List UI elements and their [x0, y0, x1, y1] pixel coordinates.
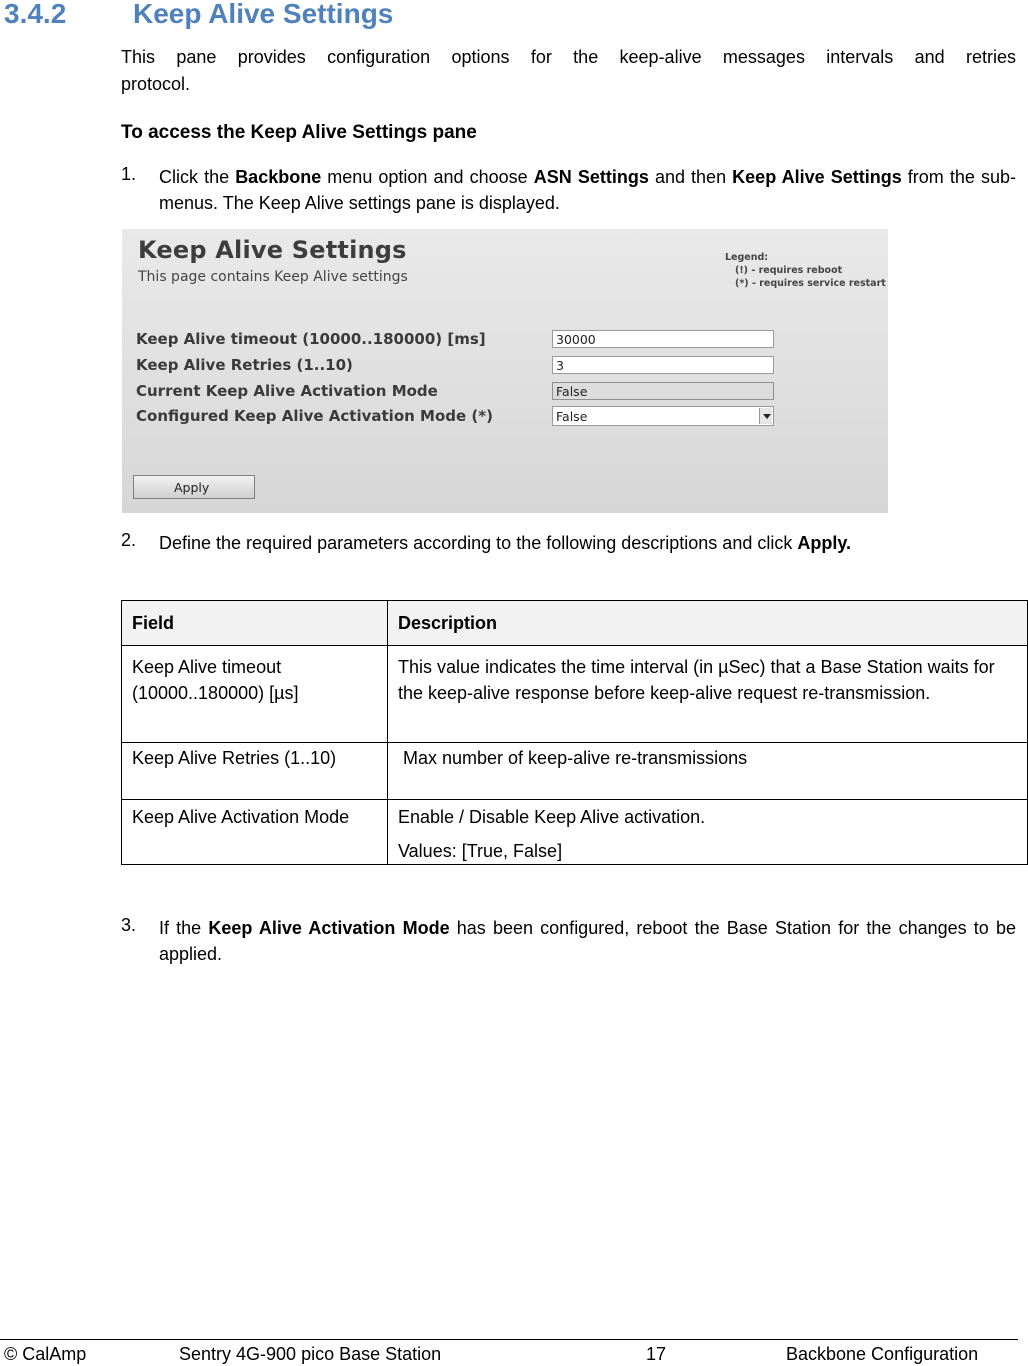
table-cell-field: Keep Alive timeout (10000..180000) [µs] — [122, 646, 388, 743]
chevron-down-icon[interactable] — [759, 408, 772, 424]
section-title: Keep Alive Settings — [133, 0, 394, 29]
intro-paragraph — [121, 44, 1016, 98]
step-text: and then — [648, 167, 733, 187]
footer-divider — [0, 1339, 1018, 1340]
step-3-text — [159, 915, 1016, 967]
keep-alive-settings-screenshot — [122, 229, 888, 513]
intro-line-2: protocol. — [121, 74, 191, 94]
step-text: Define the required parameters according to the following descriptions and click — [159, 533, 798, 553]
footer-page-number: 17 — [646, 1344, 667, 1364]
table-cell-field: Keep Alive Retries (1..10) — [122, 743, 388, 800]
step-1-text — [159, 164, 1016, 216]
table-cell-description: Max number of keep-alive re-transmissions — [388, 743, 1028, 800]
step-text: If the — [159, 918, 209, 938]
footer-chapter: Backbone Configuration — [786, 1344, 979, 1364]
legend-reboot: (!) - requires reboot — [735, 265, 843, 276]
step-text: Click the — [159, 167, 236, 187]
retries-input[interactable]: 3 — [552, 356, 774, 374]
table-cell-description: This value indicates the time interval (in µSec) that a Base Station waits for the keep-alive response before keep-alive request re-transmission. — [388, 646, 1028, 743]
step-bold-pane: Keep Alive Settings — [732, 167, 902, 187]
step-bold-mode: Keep Alive Activation Mode — [208, 918, 450, 938]
table-row — [122, 743, 1028, 800]
table-header-row — [122, 601, 1028, 646]
description-line: Enable / Disable Keep Alive activation. — [398, 807, 706, 827]
apply-button[interactable]: Apply — [133, 475, 255, 499]
step-bold-submenu: ASN Settings — [533, 167, 649, 187]
configured-mode-select[interactable] — [552, 406, 774, 426]
table-header-field: Field — [122, 601, 388, 646]
step-bold-menu: Backbone — [235, 167, 322, 187]
table-row — [122, 646, 1028, 743]
legend-restart: (*) - requires service restart — [735, 278, 886, 289]
step-bold-apply: Apply. — [797, 533, 852, 553]
footer-product: Sentry 4G-900 pico Base Station — [179, 1344, 442, 1364]
pane-subtitle: This page contains Keep Alive settings — [138, 269, 408, 285]
table-header-description: Description — [388, 601, 1028, 646]
timeout-input[interactable]: 30000 — [552, 330, 774, 348]
step-2-text — [159, 530, 1016, 556]
field-description-table — [121, 600, 1028, 865]
footer-copyright: © CalAmp — [4, 1344, 87, 1364]
intro-line-1: This pane provides configuration options for the keep-alive messages intervals and retries — [121, 47, 1016, 67]
step-text: has been configured, reboot the Base Station for the changes to be applied. — [159, 918, 1016, 964]
timeout-label: Keep Alive timeout (10000..180000) [ms] — [136, 330, 486, 348]
step-3-number: 3. — [121, 915, 137, 935]
step-text: from the sub-menus. The Keep Alive settings pane is displayed. — [159, 167, 1016, 213]
pane-legend — [725, 251, 886, 290]
description-values: Values: [True, False] — [398, 841, 563, 861]
pane-title: Keep Alive Settings — [138, 236, 407, 264]
configured-mode-value: False — [556, 409, 588, 424]
current-mode-readonly: False — [552, 382, 774, 400]
step-text: menu option and choose — [321, 167, 534, 187]
legend-title: Legend: — [725, 252, 769, 263]
step-1-number: 1. — [121, 164, 137, 184]
table-row — [122, 800, 1028, 865]
step-2-number: 2. — [121, 530, 137, 550]
configured-mode-label: Configured Keep Alive Activation Mode (*) — [136, 407, 493, 425]
procedure-heading: To access the Keep Alive Settings pane — [121, 122, 477, 143]
current-mode-label: Current Keep Alive Activation Mode — [136, 382, 438, 400]
section-number: 3.4.2 — [4, 0, 67, 29]
table-cell-field: Keep Alive Activation Mode — [122, 800, 388, 865]
retries-label: Keep Alive Retries (1..10) — [136, 356, 353, 374]
table-cell-description — [388, 800, 1028, 865]
